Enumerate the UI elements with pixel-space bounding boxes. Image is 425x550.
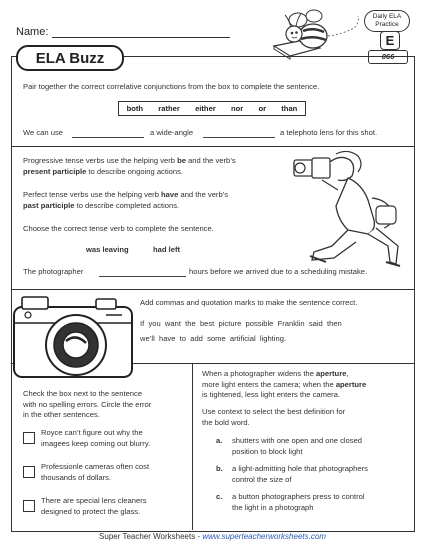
definition-option[interactable]: a light-admitting hole that photographers control the size of [232, 464, 368, 484]
name-label: Name: [16, 26, 49, 38]
conjunction-sentence-part2: a wide-angle [150, 128, 194, 137]
answer-blank[interactable] [99, 276, 186, 277]
page-title: ELA Buzz [16, 45, 124, 71]
definition-option[interactable]: shutters with one open and one closed position to block light [232, 436, 363, 456]
word-bank-item: or [258, 104, 267, 113]
camera-illustration [8, 293, 140, 385]
aperture-passage: When a photographer widens the aperture, more light enters the camera; when the aperture is tightened, less light enters the camera. [202, 369, 367, 399]
spelling-option-checkbox[interactable] [23, 466, 35, 478]
answer-blank[interactable] [203, 137, 275, 138]
tense-sentence-part2: hours before we arrived due to a scheduling mistake. [189, 267, 368, 276]
conjunction-instruction: Pair together the correct correlative conjunctions from the box to complete the sentence. [23, 82, 320, 91]
photographer-illustration [292, 150, 410, 268]
tense-choice[interactable]: had left [153, 245, 181, 254]
footer-link[interactable]: www.superteacherworksheets.com [202, 532, 326, 541]
word-bank-item: than [281, 104, 298, 113]
definition-option-letter[interactable]: c. [216, 492, 223, 501]
word-bank-item: either [195, 104, 216, 113]
divider [192, 363, 193, 530]
word-bank [118, 101, 306, 116]
perfect-tense-rule: Perfect tense verbs use the helping verb have and the verb’s past participle to describe completed actions. [23, 190, 229, 210]
tense-sentence-part1: The photographer [23, 267, 84, 276]
divider [11, 289, 415, 290]
definition-option-letter[interactable]: a. [216, 436, 223, 445]
spelling-option-checkbox[interactable] [23, 432, 35, 444]
answer-blank[interactable] [72, 137, 144, 138]
spelling-option: Royce can’t figure out why the imagees keep coming out blurry. [41, 428, 151, 448]
spelling-instruction: Check the box next to the sentence with no spelling errors. Circle the error in the other sentences. [23, 389, 152, 419]
spelling-option-checkbox[interactable] [23, 500, 35, 512]
badge-label: Daily ELA Practice [364, 10, 410, 32]
conjunction-sentence-part3: a telephoto lens for this shot. [280, 128, 378, 137]
word-bank-item: both [126, 104, 144, 113]
word-bank-item: rather [158, 104, 180, 113]
definition-option-letter[interactable]: b. [216, 464, 223, 473]
progressive-tense-rule: Progressive tense verbs use the helping verb be and the verb’s present participle to describe ongoing actions. [23, 156, 236, 176]
divider [11, 146, 415, 147]
divider [192, 363, 415, 364]
name-line[interactable] [52, 37, 230, 38]
spelling-option: There are special lens cleaners designed to protect the glass. [41, 496, 147, 516]
word-bank-item: nor [230, 104, 244, 113]
tense-choice[interactable]: was leaving [86, 245, 129, 254]
punctuation-instruction: Add commas and quotation marks to make the sentence correct. [140, 298, 358, 307]
badge-number: 066 [368, 50, 408, 64]
conjunction-sentence-part1: We can use [23, 128, 63, 137]
footer: Super Teacher Worksheets - www.superteacherworksheets.com [99, 532, 326, 541]
badge-letter: E [380, 31, 400, 50]
tense-instruction: Choose the correct tense verb to complete the sentence. [23, 224, 214, 233]
definition-option[interactable]: a button photographers press to control the light in a photograph [232, 492, 365, 512]
spelling-option: Professionle cameras often cost thousands of dollars. [41, 462, 150, 482]
definition-instruction: Use context to select the best definition for the bold word. [202, 407, 346, 427]
punctuation-sentence-line1: If you want the best picture possible Franklin said then [140, 319, 342, 328]
punctuation-sentence-line2: we’ll have to add some artificial lighting. [140, 334, 287, 343]
